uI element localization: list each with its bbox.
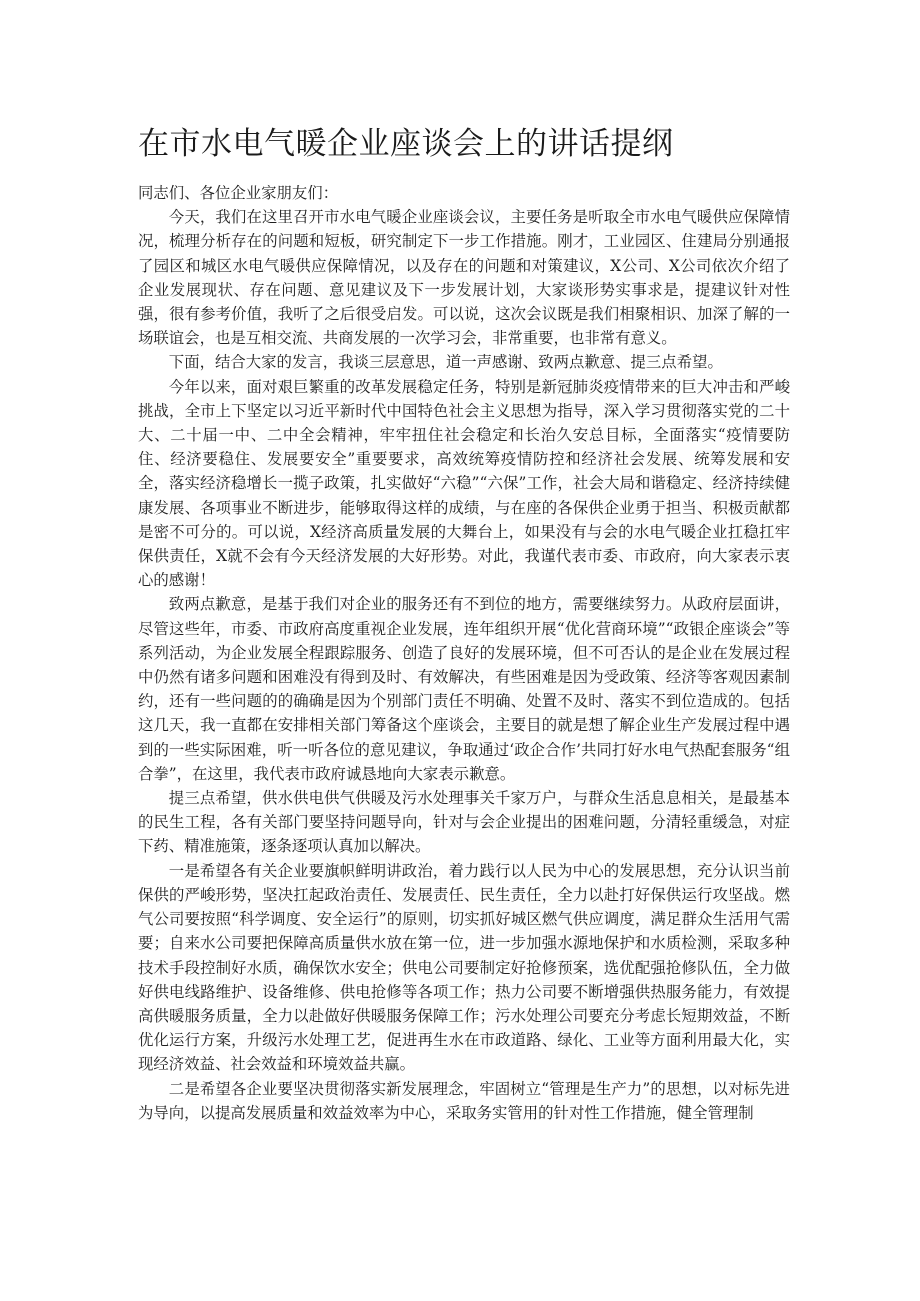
paragraph-hope-two: 二是希望各企业要坚决贯彻落实新发展理念，牢固树立“管理是生产力”的思想，以对标先进为导向，以提高发展质量和效益效率为中心，采取务实管用的针对性工作措施，健全管理制 xyxy=(138,1079,790,1122)
paragraph-opening: 今天，我们在这里召开市水电气暖企业座谈会议，主要任务是听取全市水电气暖供应保障情况，梳理分析存在的问题和短板，研究制定下一步工作措施。刚才，工业园区、住建局分别通报了园区和城区水电气暖供应保障情况，以及存在的问题和对策建议，X公司、X公司依次介绍了企业发展现状、存在问题、意见建议及下一步发展计划，大家谈形势实事求是，提建议针对性强，很有参考价值，我听了之后很受启发。可以说，这次会议既是我们相聚相识、加深了解的一场联谊会，也是互相交流、共商发展的一次学习会，非常重要，也非常有意义。 xyxy=(138,208,790,348)
paragraph-hope-one: 一是希望各有关企业要旗帜鲜明讲政治，着力践行以人民为中心的发展思想，充分认识当前保供的严峻形势，坚决扛起政治责任、发展责任、民生责任，全力以赴打好保供运行攻坚战。燃气公司要按照“科学调度、安全运行”的原则，切实抓好城区燃气供应调度，满足群众生活用气需要；自来水公司要把保障高质量供水放在第一位，进一步加强水源地保护和水质检测，采取多种技术手段控制好水质，确保饮水安全；供电公司要制定好抢修预案，选优配强抢修队伍，全力做好供电线路维护、设备维修、供电抢修等各项工作；热力公司要不断增强供热服务能力，有效提高供暖服务质量，全力以赴做好供暖服务保障工作；污水处理公司要充分考虑长短期效益，不断优化运行方案，升级污水处理工艺，促进再生水在市政道路、绿化、工业等方面利用最大化，实现经济效益、社会效益和环境效益共赢。 xyxy=(138,861,790,1074)
paragraph-hopes-intro: 提三点希望，供水供电供气供暖及污水处理事关千家万户，与群众生活息息相关，是最基本的民生工程，各有关部门要坚持问题导向，针对与会企业提出的困难问题，分清轻重缓急，对症下药、精准施策，逐条逐项认真加以解决。 xyxy=(138,789,790,856)
salutation: 同志们、各位企业家朋友们： xyxy=(138,184,339,202)
document-body xyxy=(138,181,790,1125)
paragraph-thanks: 今年以来，面对艰巨繁重的改革发展稳定任务，特别是新冠肺炎疫情带来的巨大冲击和严峻挑战，全市上下坚定以习近平新时代中国特色社会主义思想为指导，深入学习贯彻落实党的二十大、二十届一中、二中全会精神，牢牢扭住社会稳定和长治久安总目标，全面落实“疫情要防住、经济要稳住、发展要安全”重要要求，高效统筹疫情防控和经济社会发展、统筹发展和安全，落实经济稳增长一揽子政策，扎实做好“六稳”“六保”工作，社会大局和谐稳定、经济持续健康发展、各项事业不断进步，能够取得这样的成绩，与在座的各保供企业勇于担当、积极贡献都是密不可分的。可以说，X经济高质量发展的大舞台上，如果没有与会的水电气暖企业扛稳扛牢保供责任，X就不会有今天经济发展的大好形势。对此，我谨代表市委、市政府，向大家表示衷心的感谢！ xyxy=(138,377,790,590)
document-title: 在市水电气暖企业座谈会上的讲话提纲 xyxy=(138,126,674,162)
paragraph-apology: 致两点歉意，是基于我们对企业的服务还有不到位的地方，需要继续努力。从政府层面讲，尽管这些年，市委、市政府高度重视企业发展，连年组织开展“优化营商环境”“政银企座谈会”等系列活动，为企业发展全程跟踪服务、创造了良好的发展环境，但不可否认的是企业在发展过程中仍然有诸多问题和困难没有得到及时、有效解决，有些困难是因为受政策、经济等客观因素制约，还有一些问题的的确确是因为个别部门责任不明确、处置不及时、落实不到位造成的。包括这几天，我一直都在安排相关部门筹备这个座谈会，主要目的就是想了解企业生产发展过程中遇到的一些实际困难，听一听各位的意见建议，争取通过‘政企合作’共同打好水电气热配套服务“组合拳”，在这里，我代表市政府诚恳地向大家表示歉意。 xyxy=(138,595,790,783)
paragraph-outline: 下面，结合大家的发言，我谈三层意思，道一声感谢、致两点歉意、提三点希望。 xyxy=(168,353,723,372)
